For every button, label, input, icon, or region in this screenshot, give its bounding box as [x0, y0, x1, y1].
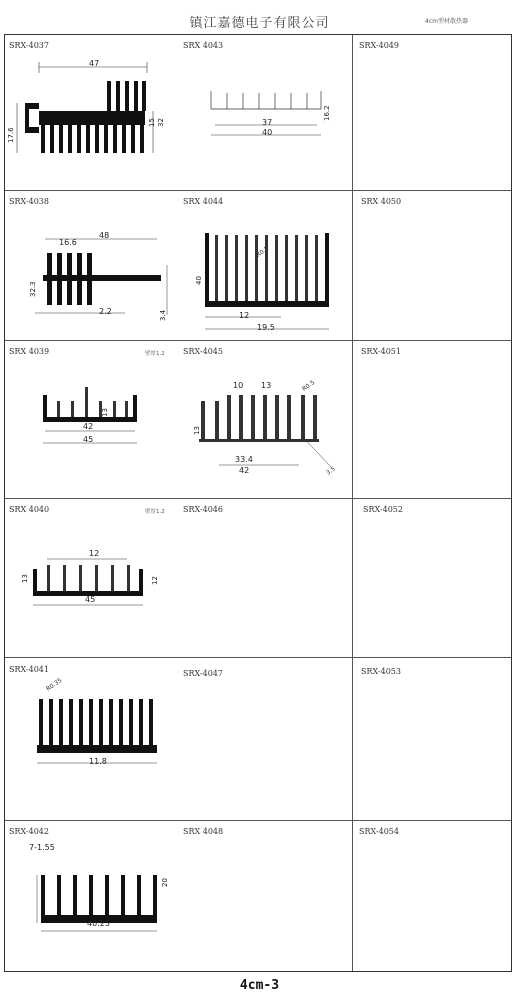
wall-thickness-note: 壁厚1.2: [145, 351, 165, 357]
dim-total-width: 48: [99, 231, 110, 240]
cell-label: SRX-4053: [361, 667, 401, 676]
cell-label: SRX-4054: [359, 827, 399, 836]
dim-width: 47: [89, 59, 100, 68]
heatsink-profile-drawing: [189, 375, 339, 485]
dim-radius: R0.35: [45, 676, 64, 693]
page-number: 4cm-3: [239, 978, 280, 993]
row-divider: [5, 498, 511, 499]
dim-width-1: 42: [83, 422, 94, 431]
dim-height-1: 13: [21, 574, 29, 583]
dim-width-1: 12: [239, 311, 250, 320]
dim-left: 17.6: [7, 127, 15, 143]
dim-width-1: 10: [233, 381, 244, 390]
dim-width-2: 19.5: [257, 323, 275, 332]
heatsink-profile-drawing: [41, 387, 151, 457]
cell-label: SRX-4051: [361, 347, 401, 356]
row-divider: [5, 190, 511, 191]
cell-label: SRX-4038: [9, 197, 49, 206]
cell-label: SRX 4050: [361, 197, 402, 206]
document-subtitle: 4cm型材散热器: [425, 18, 468, 25]
dim-height: 32.3: [29, 281, 37, 297]
dim-inner-width: 37: [262, 118, 273, 127]
heatsink-profile-drawing: [201, 227, 341, 337]
wall-thickness-note: 壁厚1.2: [145, 509, 165, 515]
dim-width-1: 12: [89, 549, 100, 558]
column-divider: [352, 35, 353, 971]
catalog-grid: [4, 34, 512, 972]
dim-fin-spec: 7-1.55: [29, 843, 55, 852]
cell-label: SRX 4040: [9, 505, 50, 514]
dim-width: 11.8: [89, 757, 107, 766]
dim-width-2: 45: [83, 435, 94, 444]
dim-height-1: 15: [148, 118, 156, 127]
dim-height-2: 12: [151, 576, 159, 585]
dim-right: 3.4: [159, 309, 167, 321]
dim-fin-width: 16.6: [59, 238, 77, 247]
dim-bottom: 2.2: [99, 307, 112, 316]
cell-label: SRX-4037: [9, 41, 49, 50]
heatsink-profile-drawing: [35, 855, 165, 945]
dim-height: 16.2: [323, 105, 331, 121]
cell-label: SRX 4048: [183, 827, 224, 836]
dim-height: 20: [161, 878, 169, 887]
company-name: 镇江嘉德电子有限公司: [189, 16, 330, 31]
heatsink-profile-drawing: [25, 59, 175, 169]
dim-height: 13: [101, 408, 109, 417]
dim-radius: R0.5: [255, 245, 271, 259]
dim-height-2: 32: [157, 118, 165, 127]
cell-label: SRX-4042: [9, 827, 49, 836]
dim-outer-width: 40: [262, 128, 273, 137]
dim-width-4: 42: [239, 466, 250, 475]
row-divider: [5, 657, 511, 658]
cell-label: SRX-4049: [359, 41, 399, 50]
cell-label: SRX 4043: [183, 41, 224, 50]
cell-label: SRX 4044: [183, 197, 224, 206]
dim-width-2: 45: [85, 595, 96, 604]
row-divider: [5, 340, 511, 341]
row-divider: [5, 820, 511, 821]
dim-radius: R0.5: [301, 379, 317, 393]
dim-height: 40: [195, 276, 203, 285]
cell-label: SRX-4045: [183, 347, 223, 356]
dim-width: 40.23: [87, 919, 110, 928]
cell-label: SRX-4047: [183, 669, 223, 678]
dim-width-3: 33.4: [235, 455, 253, 464]
dim-height: 13: [193, 426, 201, 435]
cell-label: SRX-4046: [183, 505, 223, 514]
cell-label: SRX 4039: [9, 347, 50, 356]
cell-label: SRX-4052: [363, 505, 403, 514]
cell-label: SRX-4041: [9, 665, 49, 674]
dim-width-2: 13: [261, 381, 272, 390]
dim-side: 3.5: [325, 465, 337, 477]
